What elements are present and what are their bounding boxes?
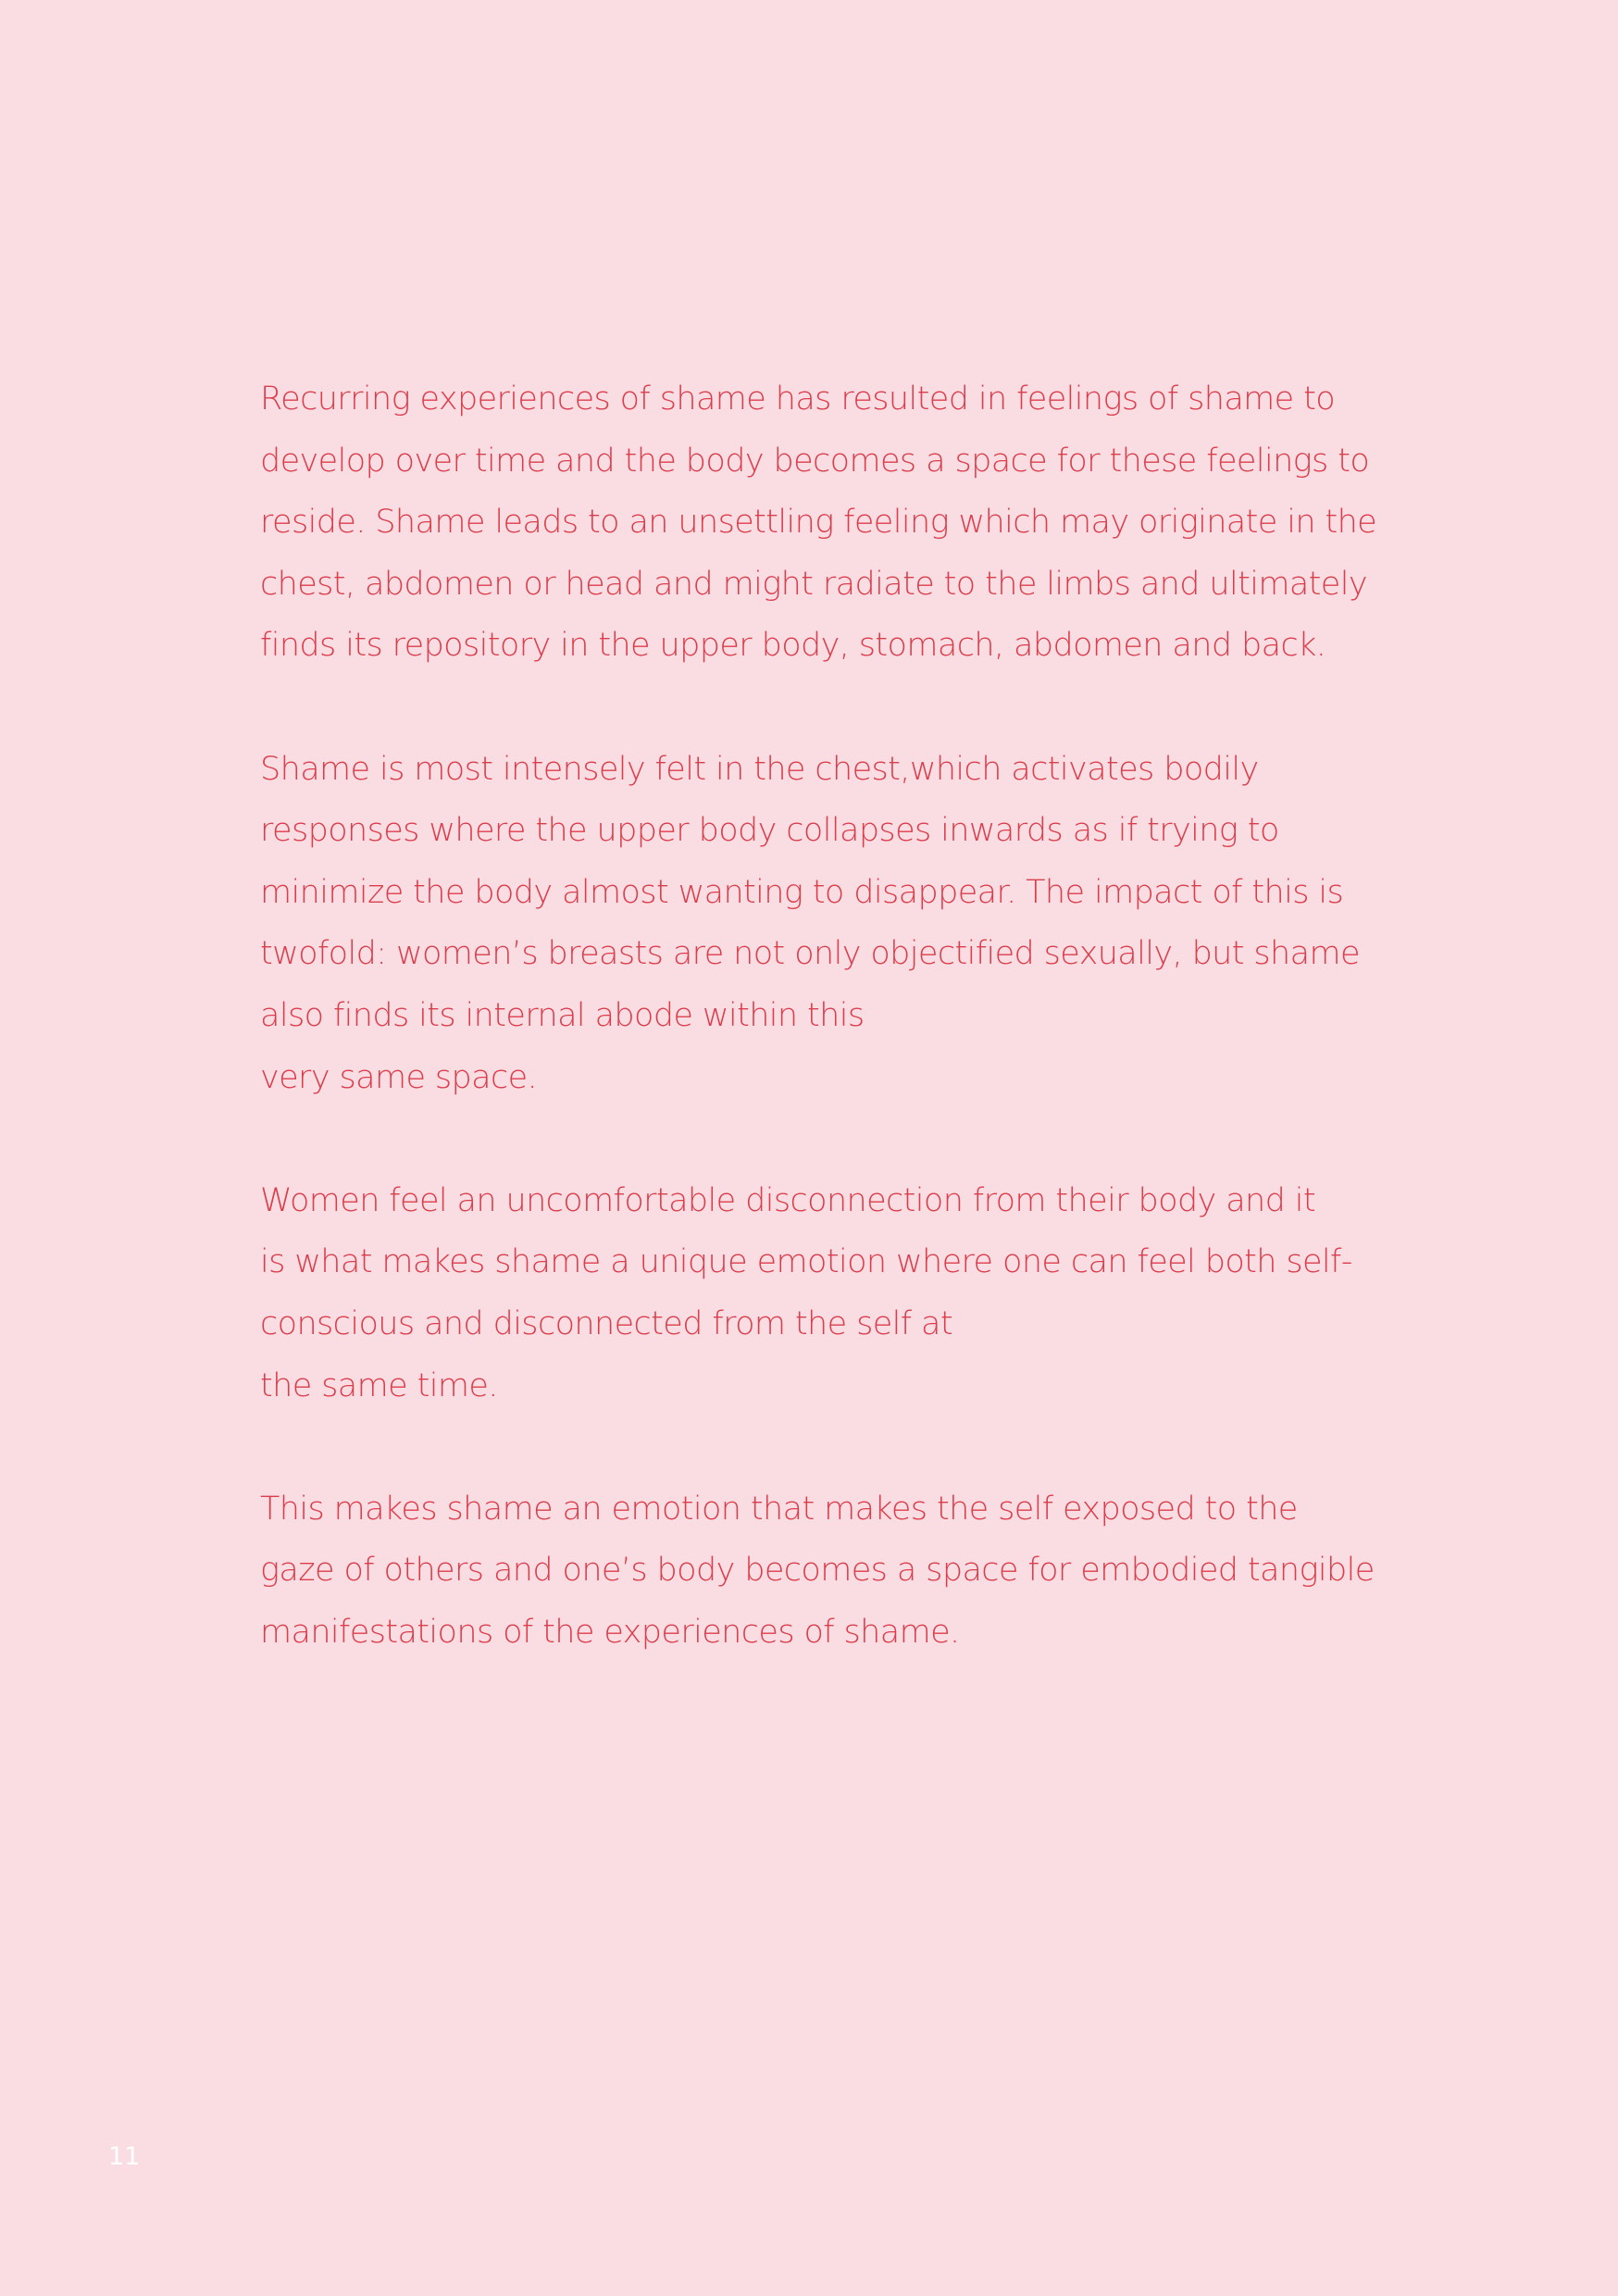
- paragraph-spacer: [260, 1108, 1399, 1170]
- paragraph-spacer: [260, 1416, 1399, 1479]
- paragraph-2-line-4: twofold: women’s breasts are not only objectified sexually, but shame: [260, 935, 1360, 973]
- paragraph-3-line-3: conscious and disconnected from the self at: [260, 1304, 952, 1342]
- page-number: 11: [108, 2142, 141, 2171]
- paragraph-spacer: [260, 677, 1399, 739]
- paragraph-4-line-2: gaze of others and one’s body becomes a space for embodied tangible: [260, 1552, 1375, 1590]
- paragraph-1-line-3: reside. Shame leads to an unsettling feeling which may originate in the: [260, 504, 1377, 542]
- paragraph-2-line-6: very same space.: [260, 1058, 538, 1096]
- paragraph-1-line-5: finds its repository in the upper body, stomach, abdomen and back.: [260, 627, 1326, 665]
- paragraph-2-line-2: responses where the upper body collapses inwards as if trying to: [260, 812, 1279, 850]
- paragraph-3-line-4: the same time.: [260, 1366, 498, 1404]
- paragraph-2: [260, 739, 1399, 1109]
- paragraph-3-line-1: Women feel an uncomfortable disconnection from their body and it: [260, 1181, 1316, 1219]
- paragraph-4: [260, 1479, 1399, 1664]
- body-text: [260, 368, 1399, 1663]
- paragraph-1-line-2: develop over time and the body becomes a space for these feelings to: [260, 442, 1370, 480]
- paragraph-2-line-5: also finds its internal abode within this: [260, 996, 865, 1034]
- paragraph-2-line-3: minimize the body almost wanting to disappear. The impact of this is: [260, 873, 1344, 911]
- paragraph-1-line-1: Recurring experiences of shame has resulted in feelings of shame to: [260, 381, 1336, 418]
- paragraph-3: [260, 1170, 1399, 1416]
- paragraph-4-line-3: manifestations of the experiences of shame.: [260, 1613, 960, 1651]
- paragraph-1: [260, 368, 1399, 677]
- paragraph-3-line-2: is what makes shame a unique emotion where one can feel both self-: [260, 1243, 1352, 1281]
- paragraph-4-line-1: This makes shame an emotion that makes the self exposed to the: [260, 1490, 1298, 1528]
- paragraph-2-line-1: Shame is most intensely felt in the chest,which activates bodily: [260, 750, 1259, 788]
- paragraph-1-line-4: chest, abdomen or head and might radiate to the limbs and ultimately: [260, 565, 1367, 603]
